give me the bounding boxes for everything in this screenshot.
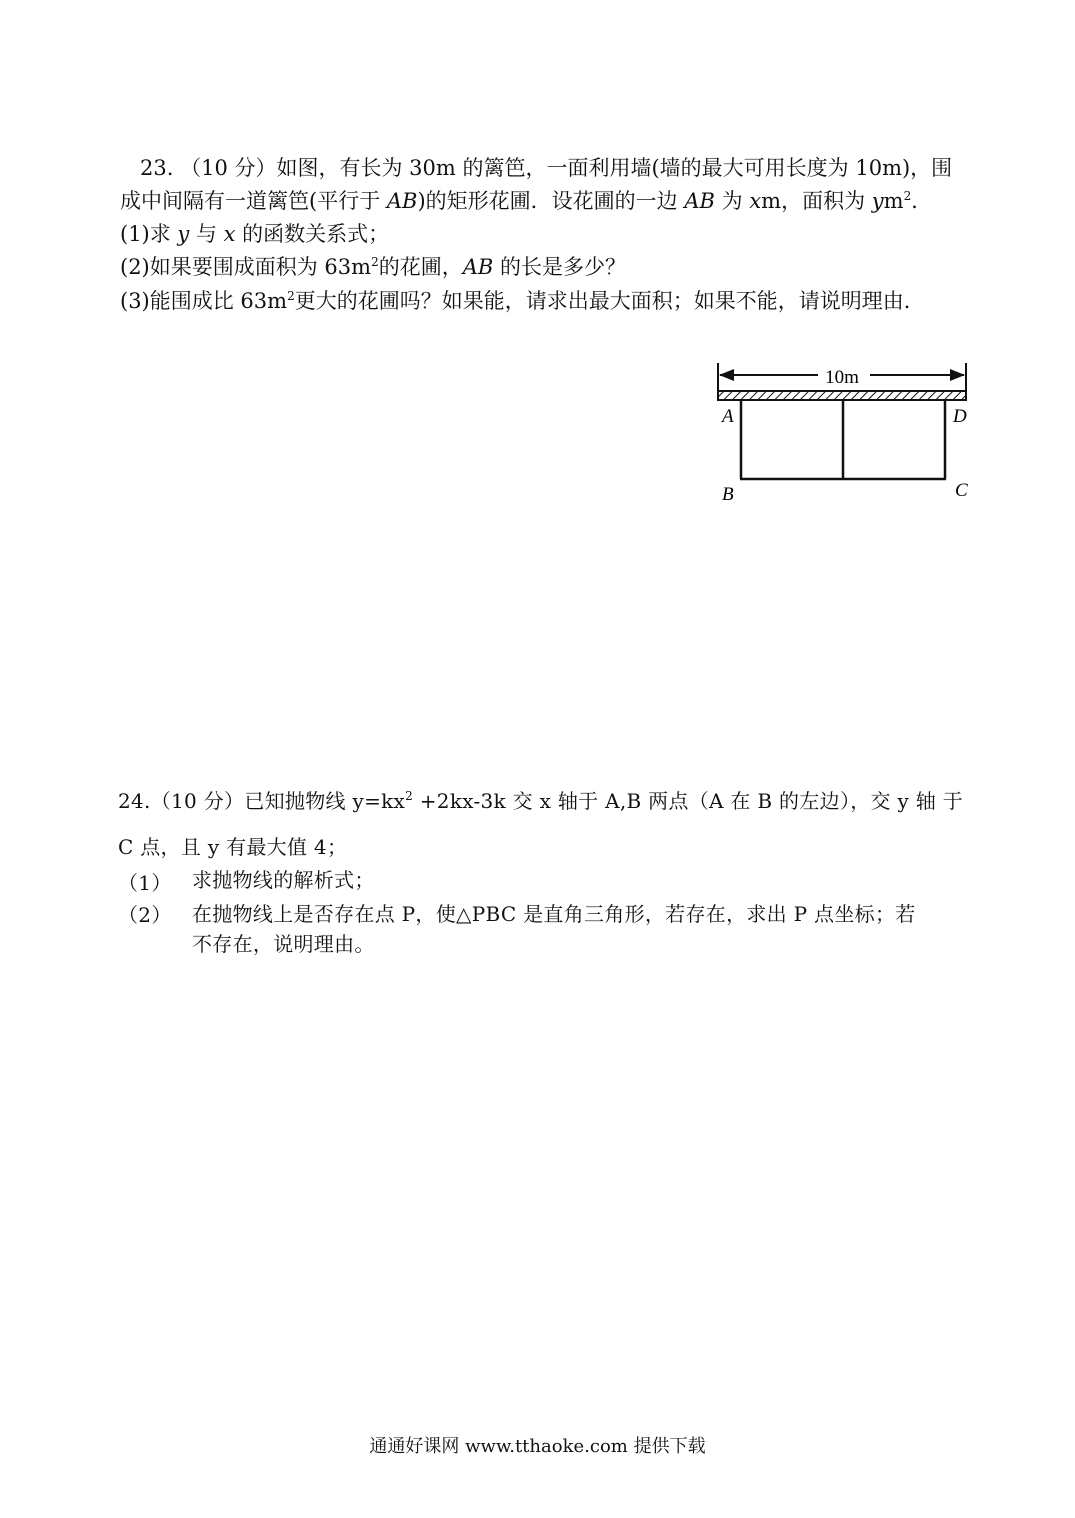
q23-part-1 [120, 221, 389, 247]
q23-line-1 [140, 155, 952, 181]
q23-text-1: 如图，有长为 30m 的篱笆，一面利用墙(墙的最大可用长度为 10m)，围 [276, 156, 953, 180]
point-label-c: C [955, 480, 968, 501]
var-ab: AB [386, 189, 418, 213]
q24-text-2: C 点，且 y 有最大值 4； [118, 835, 348, 859]
q23-text-2a: 成中间隔有一道篱笆(平行于 [120, 189, 387, 213]
q24-p2-text-b: 不存在，说明理由。 [192, 932, 375, 956]
q23-p2-text-a: (2)如果要围成面积为 63m [120, 255, 372, 279]
q23-part-3 [120, 288, 925, 314]
q23-p3-text-b: 更大的花圃吗？如果能，请求出最大面积；如果不能，请说明理由． [294, 289, 925, 313]
superscript: 2 [903, 189, 912, 203]
q24-p1-text: 求抛物线的解析式； [192, 868, 375, 892]
q24-part-2-line-1 [192, 901, 916, 927]
q24-text-1a: 24.（10 分）已知抛物线 y=kx [118, 789, 406, 813]
period: ． [911, 189, 933, 213]
var-y: y [871, 189, 884, 213]
q24-part-2-line-2 [192, 931, 375, 957]
point-label-a: A [722, 406, 734, 427]
var-x: x [223, 222, 236, 246]
garden-figure [700, 355, 990, 515]
q24-text-1b: +2kx-3k 交 x 轴于 A,B 两点（A 在 B 的左边），交 y 轴 于 [413, 789, 964, 813]
var-ab: AB [462, 255, 494, 279]
arrowhead-left [719, 369, 734, 381]
superscript: 2 [405, 789, 414, 803]
q24-part-2-number: （2） [118, 903, 172, 927]
q24-line-2 [118, 834, 347, 860]
q24-p2-text-a: 在抛物线上是否存在点 P，使△PBC 是直角三角形，若存在，求出 P 点坐标；若 [192, 902, 916, 926]
page-footer: 通通好课网 www.tthaoke.com 提供下载 [369, 1436, 706, 1457]
var-x: x [749, 189, 762, 213]
var-y: y [177, 222, 190, 246]
q23-p1-text-a: (1)求 [120, 222, 178, 246]
q23-score: （10 分） [180, 156, 277, 180]
q24-part-1 [192, 867, 375, 893]
q23-p3-text-a: (3)能围成比 63m [120, 289, 288, 313]
q23-text-2b: )的矩形花圃．设花圃的一边 [417, 189, 685, 213]
q23-line-2 [120, 188, 932, 214]
superscript: 2 [287, 289, 295, 303]
q23-text-2d: m，面积为 [761, 189, 872, 213]
dimension-label: 10m [825, 367, 859, 388]
q23-p2-text-b: 的花圃， [378, 255, 463, 279]
var-ab: AB [684, 189, 715, 213]
superscript: 2 [371, 255, 379, 269]
q23-p1-text-b: 与 [189, 222, 224, 246]
q23-p1-text-c: 的函数关系式； [235, 222, 390, 246]
q24-part-1-number: （1） [118, 871, 172, 895]
wall [718, 391, 966, 400]
q23-part-2 [120, 254, 626, 280]
q23-text-2c: 为 [714, 189, 750, 213]
arrowhead-right [950, 369, 965, 381]
q23-p2-text-c: 的长是多少？ [493, 255, 626, 279]
point-label-d: D [953, 406, 967, 427]
q23-unit-m: m [883, 189, 904, 213]
q23-number: 23. [140, 156, 174, 180]
q24-line-1 [118, 788, 963, 814]
point-label-b: B [722, 484, 734, 505]
